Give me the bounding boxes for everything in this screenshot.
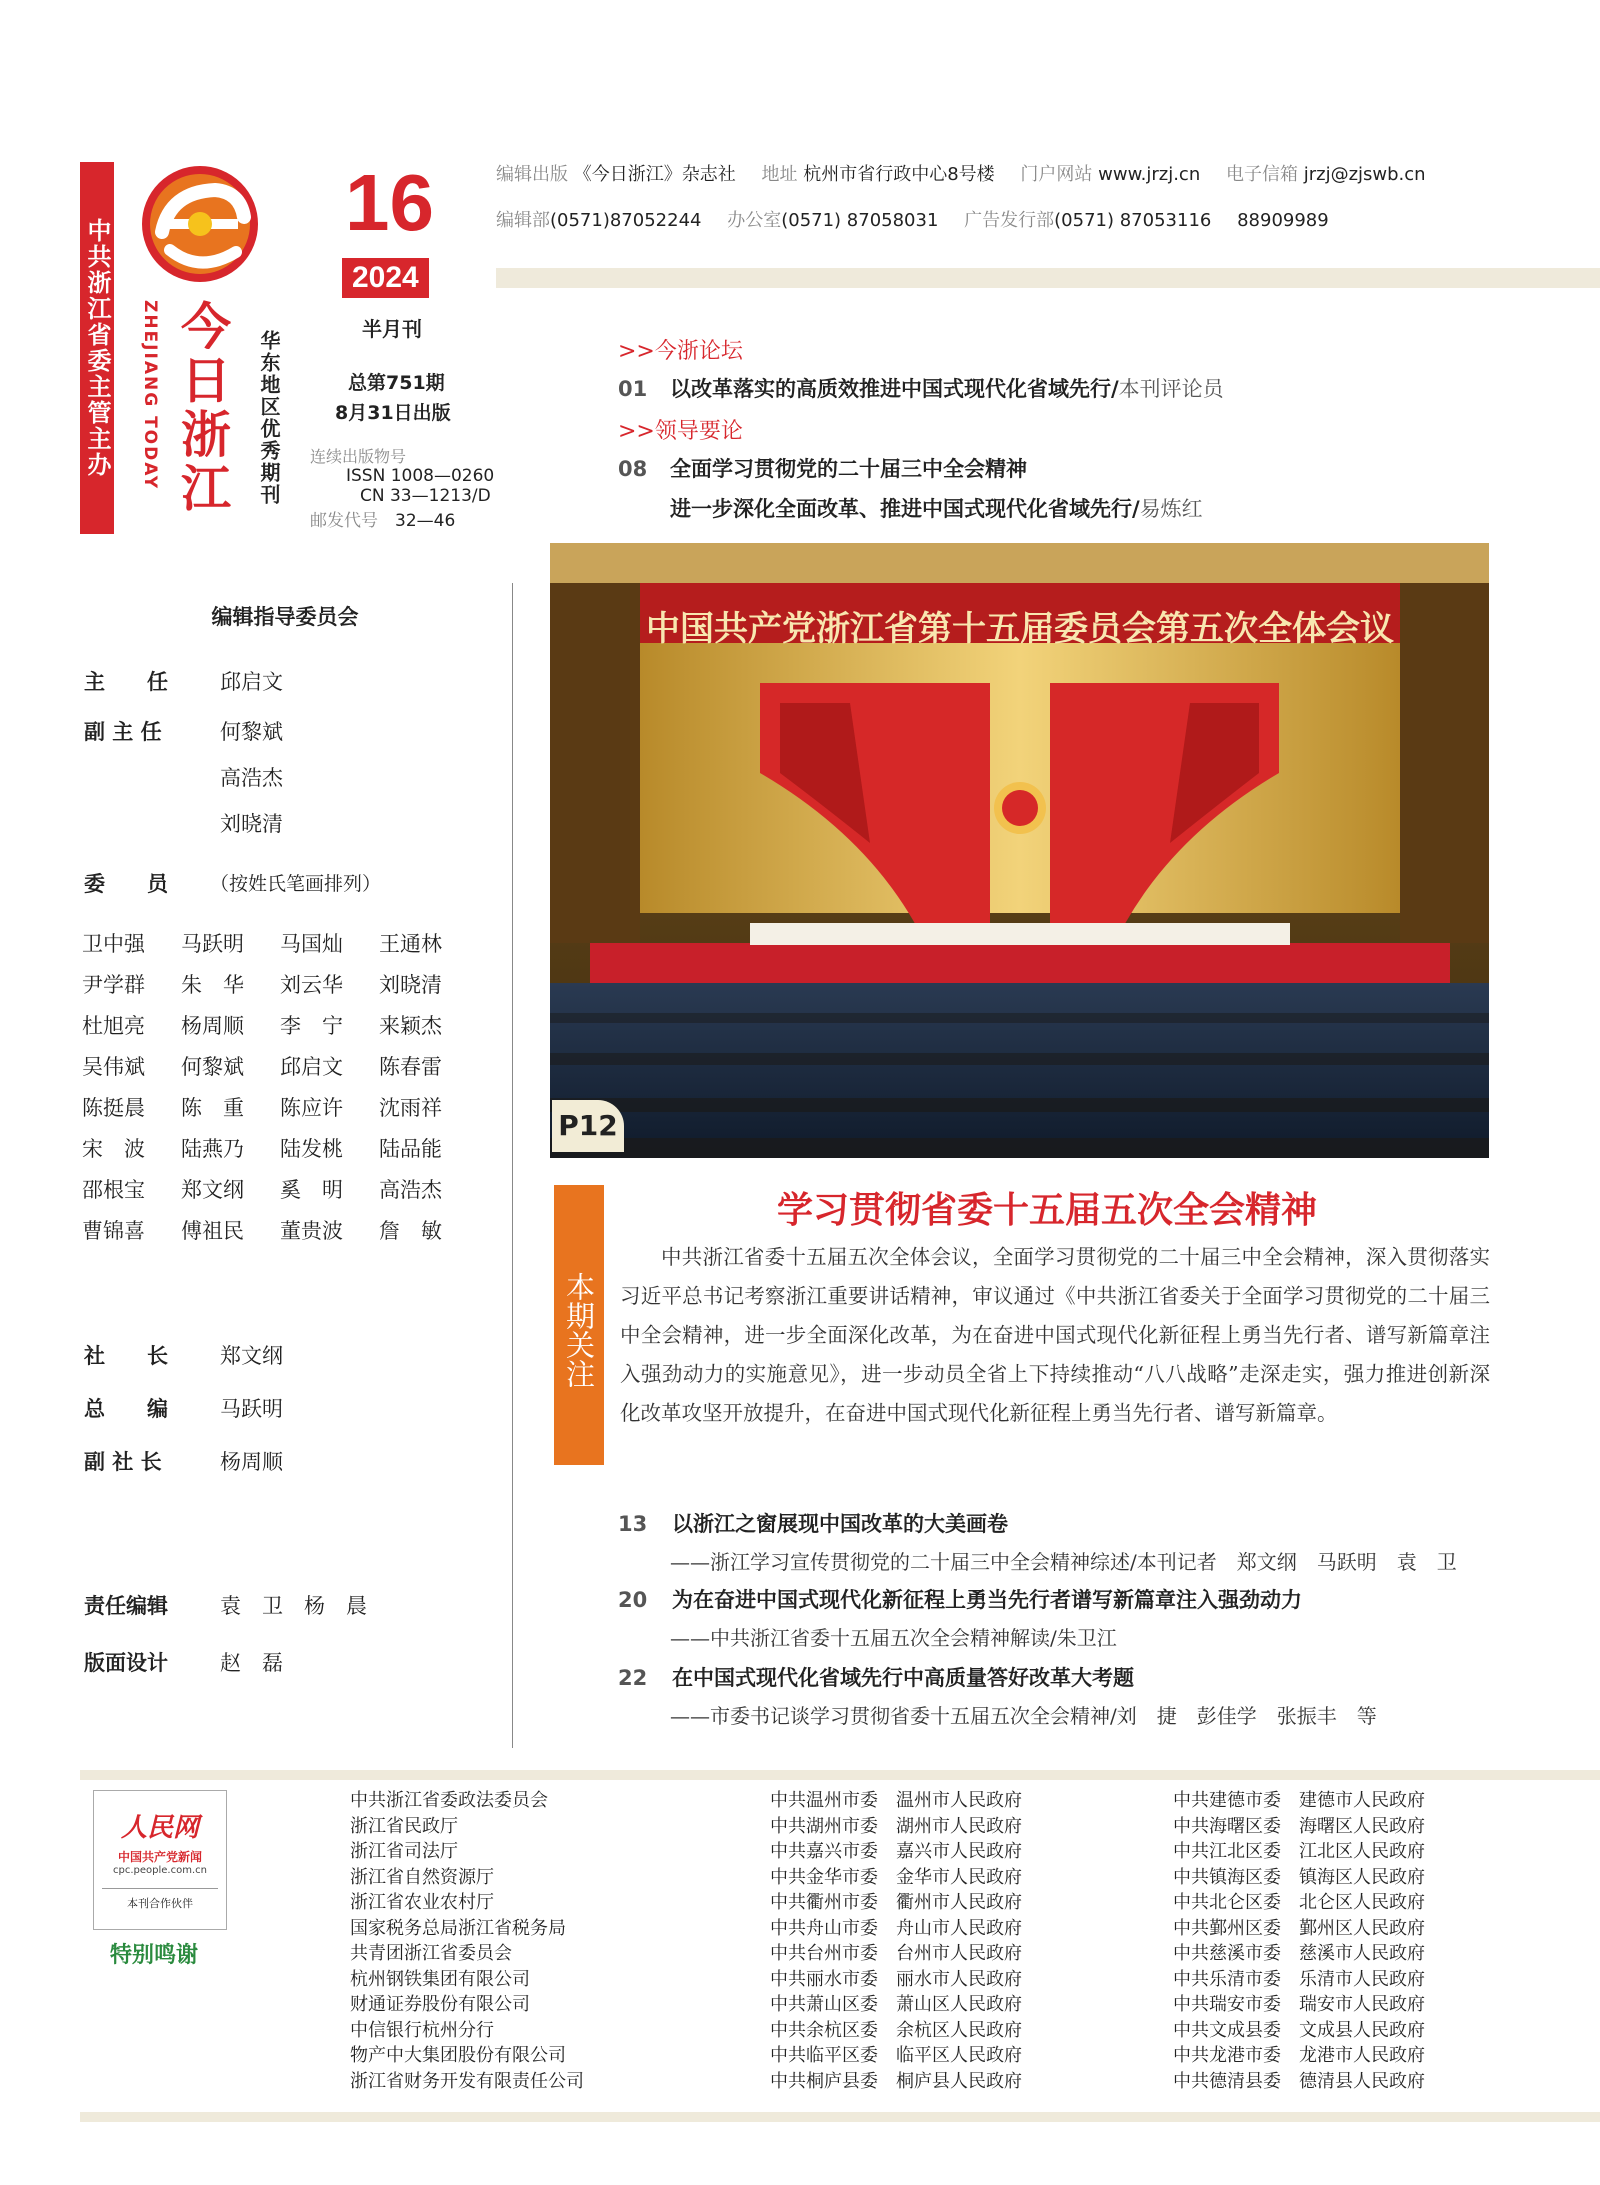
member-name: 邱启文	[280, 1055, 343, 1079]
member-name: 来颖杰	[379, 1014, 442, 1038]
focus-body: 中共浙江省委十五届五次全体会议，全面学习贯彻党的二十届三中全会精神，深入贯彻落实习近平总书记考察浙江重要讲话精神，审议通过《中共浙江省委关于全面学习贯彻党的二十届三中全会精神，进一步全面深化改革，为在奋进中国式现代化新征程上勇当先行者、谱写新篇章注入强劲动力的实施意见》，进一步动员全省上下持续推动“八八战略”走深走实，强力推进创新深化改革攻坚开放提升，在奋进中国式现代化新征程上勇当先行者、谱写新篇章。	[620, 1245, 1490, 1425]
title-english: ZHEJIANG TODAY	[140, 300, 160, 491]
logo-mark-icon	[140, 162, 260, 292]
member-name: 陆发桃	[280, 1137, 343, 1161]
staff-label: 责任编辑	[84, 1594, 168, 1618]
members-label: 委 员	[84, 872, 168, 896]
member-name: 何黎斌	[181, 1055, 244, 1079]
deputy-name: 刘晓清	[220, 812, 283, 836]
member-name: 尹学群	[82, 973, 145, 997]
staff-name: 郑文纲	[220, 1344, 283, 1368]
member-name: 郑文纲	[181, 1178, 244, 1202]
plenary-photo	[550, 543, 1489, 1158]
staff-label: 社 长	[84, 1344, 168, 1368]
member-name: 刘云华	[280, 973, 343, 997]
staff-label: 总 编	[84, 1397, 168, 1421]
postal-code	[310, 506, 455, 531]
award-text: 华东地区优秀期刊	[257, 330, 281, 506]
staff-name: 赵 磊	[220, 1651, 283, 1675]
member-name: 陈 重	[181, 1096, 244, 1120]
staff-name: 马跃明	[220, 1397, 283, 1421]
column-divider	[512, 583, 513, 1748]
member-name: 吴伟斌	[82, 1055, 145, 1079]
page-ref-badge[interactable]: P12	[552, 1100, 624, 1152]
title-chinese: 今日浙江	[173, 300, 231, 516]
cn-number: CN 33—1213/D	[360, 486, 491, 506]
member-name: 刘晓清	[379, 973, 442, 997]
article-22-sub: ——市委书记谈学习贯彻省委十五届五次全会精神/刘 捷 彭佳学 张振丰 等	[670, 1704, 1377, 1728]
member-name: 邵根宝	[82, 1178, 145, 1202]
issue-date: 8月31日出版	[335, 402, 451, 424]
pub-number-label: 连续出版物号	[310, 447, 407, 466]
thanks-divider-top	[80, 1770, 1600, 1780]
focus-tag: 本期关注	[554, 1185, 604, 1465]
member-name: 董贵波	[280, 1219, 343, 1243]
member-name: 马国灿	[280, 932, 343, 956]
thanks-label: 特别鸣谢	[110, 1942, 199, 1968]
member-name: 傅祖民	[181, 1219, 244, 1243]
partner-logo[interactable]	[93, 1790, 227, 1930]
member-name: 曹锦喜	[82, 1219, 145, 1243]
article-13-sub: ——浙江学习宣传贯彻党的二十届三中全会精神综述/本刊记者 郑文纲 马跃明 袁 卫	[670, 1550, 1457, 1574]
staff-name: 杨周顺	[220, 1450, 283, 1474]
deputy-name: 高浩杰	[220, 766, 283, 790]
thanks-column-3: 中共建德市委 建德市人民政府 中共海曙区委 海曙区人民政府 中共江北区委 江北区人民政府 中共镇海区委 镇海区人民政府 中共北仑区委 北仑区人民政府 中共鄞州区委 鄞州区人民政府 中共慈溪市委 慈溪市人民政府 中共乐清市委 乐清市人民政府 中共瑞安市委 瑞安市人民政府 中共文成县委 文成县人民政府 中共龙港市委 龙港市人民政府 中共德清县委 德清县人民政府	[1173, 1790, 1425, 2092]
member-name: 卫中强	[82, 932, 145, 956]
partner-logo-text: 人民网	[120, 1813, 199, 1843]
focus-title: 学习贯彻省委十五届五次全会精神	[776, 1190, 1317, 1231]
contact-line-1: 编辑出版 《今日浙江》杂志社 地址 杭州市省行政中心8号楼 门户网站 www.jrzj.cn 电子信箱 jrzj@zjswb.cn	[496, 164, 1426, 185]
member-grid	[82, 928, 502, 1245]
member-name: 宋 波	[82, 1137, 145, 1161]
email-link[interactable]: jrzj@zjswb.cn	[1303, 164, 1426, 185]
article-20[interactable]: 20 为在奋进中国式现代化新征程上勇当先行者谱写新篇章注入强劲动力	[618, 1588, 1302, 1612]
member-name: 陈应许	[280, 1096, 343, 1120]
postal-label: 邮发代号	[310, 511, 378, 531]
deputy-label: 副 主 任	[84, 720, 162, 744]
sponsor-bar: 中共浙江省委主管主办	[80, 162, 114, 534]
member-name: 李 宁	[280, 1014, 343, 1038]
deputy-name: 何黎斌	[220, 720, 283, 744]
toc-item-08-line2[interactable]: 进一步深化全面改革、推进中国式现代化省域先行/易炼红	[670, 497, 1203, 521]
member-name: 陈春雷	[379, 1055, 442, 1079]
partner-tag: 本刊合作伙伴	[102, 1888, 218, 1911]
member-name: 陆燕乃	[181, 1137, 244, 1161]
thanks-divider-bottom	[80, 2112, 1600, 2122]
website-link[interactable]: www.jrzj.cn	[1098, 164, 1201, 185]
toc-item-01[interactable]: 01 以改革落实的高质效推进中国式现代化省域先行/本刊评论员	[618, 377, 1224, 401]
section-forum: >>今浙论坛	[618, 339, 743, 364]
member-name: 杨周顺	[181, 1014, 244, 1038]
director-name: 邱启文	[220, 670, 283, 694]
thanks-column-1: 中共浙江省委政法委员会 浙江省民政厅 浙江省司法厅 浙江省自然资源厅 浙江省农业农村厅 国家税务总局浙江省税务局 共青团浙江省委员会 杭州钢铁集团有限公司 财通证券股份有限公司 中信银行杭州分行 物产中大集团股份有限公司 浙江省财务开发有限责任公司	[350, 1790, 584, 2092]
issue-number: 16	[345, 158, 434, 247]
member-name: 奚 明	[280, 1178, 343, 1202]
member-name: 朱 华	[181, 973, 244, 997]
member-name: 陈挺晨	[82, 1096, 145, 1120]
director-label: 主 任	[84, 670, 168, 694]
issue-total: 总第751期	[348, 372, 445, 394]
member-name: 王通林	[379, 932, 442, 956]
section-leaders: >>领导要论	[618, 419, 743, 444]
staff-label: 版面设计	[84, 1651, 168, 1675]
article-22[interactable]: 22 在中国式现代化省域先行中高质量答好改革大考题	[618, 1666, 1134, 1690]
members-note: （按姓氏笔画排列）	[210, 873, 382, 895]
issue-year: 2024	[342, 258, 429, 298]
member-name: 马跃明	[181, 932, 244, 956]
member-name: 詹 敏	[379, 1219, 442, 1243]
divider-bar	[496, 268, 1600, 288]
staff-label: 副 社 长	[84, 1450, 162, 1474]
article-20-sub: ——中共浙江省委十五届五次全会精神解读/朱卫江	[670, 1626, 1117, 1650]
toc-item-08[interactable]: 08 全面学习贯彻党的二十届三中全会精神	[618, 457, 1027, 481]
member-name: 陆品能	[379, 1137, 442, 1161]
article-13[interactable]: 13 以浙江之窗展现中国改革的大美画卷	[618, 1512, 1008, 1536]
member-name: 沈雨祥	[379, 1096, 442, 1120]
thanks-column-2: 中共温州市委 温州市人民政府 中共湖州市委 湖州市人民政府 中共嘉兴市委 嘉兴市人民政府 中共金华市委 金华市人民政府 中共衢州市委 衢州市人民政府 中共舟山市委 舟山市人民政府 中共台州市委 台州市人民政府 中共丽水市委 丽水市人民政府 中共萧山区委 萧山区人民政府 中共余杭区委 余杭区人民政府 中共临平区委 临平区人民政府 中共桐庐县委 桐庐县人民政府	[770, 1790, 1022, 2092]
frequency: 半月刊	[362, 317, 422, 341]
partner-sub: 中国共产党新闻	[117, 1850, 202, 1864]
board-title: 编辑指导委员会	[211, 605, 359, 629]
member-name: 高浩杰	[379, 1178, 442, 1202]
issn: ISSN 1008—0260	[346, 466, 495, 486]
staff-name: 袁 卫 杨 晨	[220, 1594, 367, 1618]
partner-url: cpc.people.com.cn	[113, 1865, 207, 1876]
member-name: 杜旭亮	[82, 1014, 145, 1038]
postal-value: 32—46	[395, 511, 456, 531]
meeting-banner: 中国共产党浙江省第十五届委员会第五次全体会议	[646, 609, 1394, 649]
contact-line-2: 编辑部(0571)87052244 办公室(0571) 87058031 广告发行部(0571) 87053116 88909989	[496, 210, 1329, 231]
